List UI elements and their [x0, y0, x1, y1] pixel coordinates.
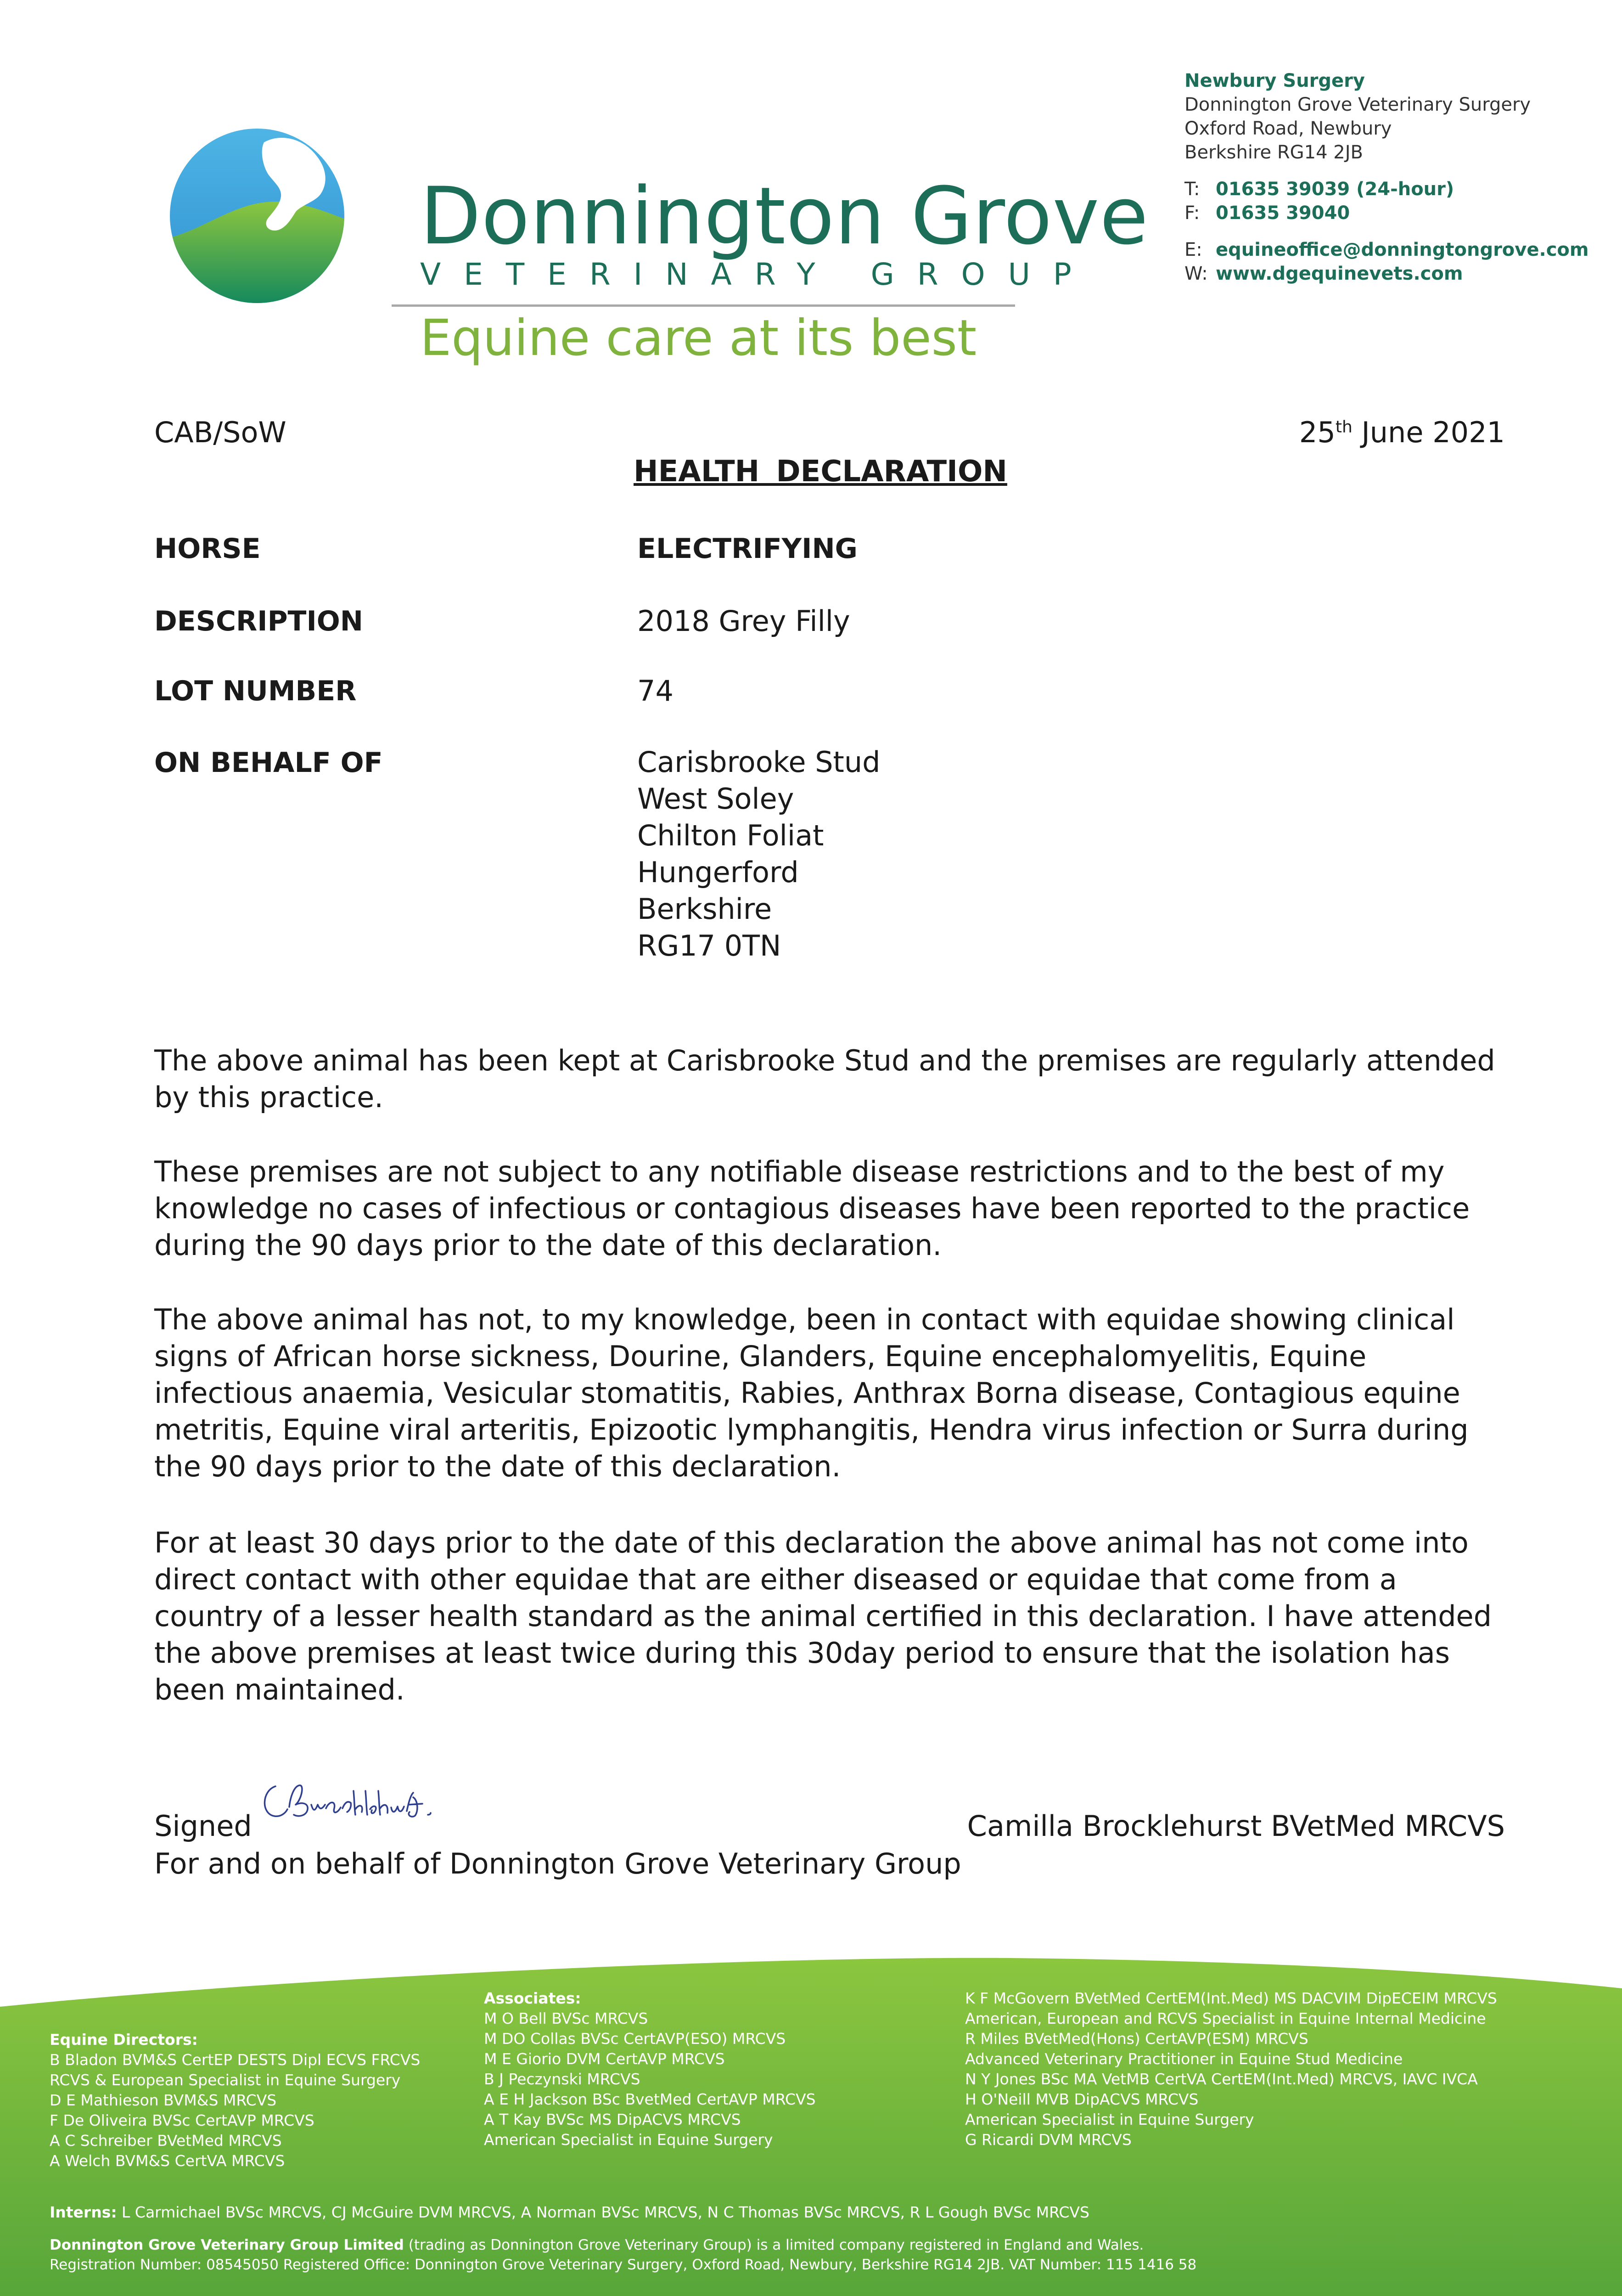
telephone-number: 01635 39039 (24-hour)	[1216, 179, 1454, 200]
footer-associates-continued	[965, 1988, 1497, 2150]
associate-entry: A T Kay BVSc MS DipACVS MRCVS	[484, 2110, 741, 2128]
brand-subtitle: VETERINARY GROUP	[420, 257, 1094, 292]
date-day: 25	[1299, 416, 1336, 449]
address-line: Carisbrooke Stud	[637, 745, 881, 779]
director-entry: B Bladon BVM&S CertEP DESTS Dipl ECVS FRCVS	[50, 2051, 421, 2069]
director-entry: A C Schreiber BVetMed MRCVS	[50, 2132, 282, 2150]
surgery-name: Newbury Surgery	[1184, 70, 1365, 91]
company-line	[50, 2235, 1196, 2255]
associate-entry: R Miles BVetMed(Hons) CertAVP(ESM) MRCVS	[965, 2030, 1308, 2048]
interns-label: Interns:	[50, 2203, 117, 2221]
associate-entry: Advanced Veterinary Practitioner in Equine Stud Medicine	[965, 2050, 1403, 2068]
interns-list: L Carmichael BVSc MRCVS, CJ McGuire DVM MRCVS, A Norman BVSc MRCVS, N C Thomas BVSc MRCVS, R L Gough BVSc MRCVS	[117, 2203, 1089, 2221]
on-behalf-of-label: ON BEHALF OF	[154, 747, 383, 779]
email-label: E:	[1184, 239, 1202, 260]
registration-line: Registration Number: 08545050 Registered Office: Donnington Grove Veterinary Surgery, Oxford Road, Newbury, Berkshire RG14 2JB. VAT Number: 115 1416 58	[50, 2257, 1197, 2273]
handwritten-signature	[257, 1773, 477, 1832]
horse-value: ELECTRIFYING	[637, 533, 858, 565]
address-line: Hungerford	[637, 855, 799, 889]
description-label: DESCRIPTION	[154, 605, 364, 637]
footer-directors	[50, 2030, 420, 2171]
web-label: W:	[1184, 263, 1208, 284]
address-line: Berkshire RG14 2JB	[1184, 142, 1363, 163]
brand-divider	[392, 304, 1015, 307]
fax-number: 01635 39040	[1216, 203, 1350, 224]
declaration-paragraph: These premises are not subject to any notifiable disease restrictions and to the best of my knowledge no cases of infectious or contagious diseases have been reported to the practice during the 90 days prior to the date of this declaration.	[154, 1155, 1470, 1262]
telephone-row	[1184, 177, 1589, 201]
brand-name: Donnington Grove	[420, 170, 1149, 262]
contact-block	[1184, 69, 1589, 286]
associate-entry: N Y Jones BSc MA VetMB CertVA CertEM(Int.Med) MRCVS, IAVC IVCA	[965, 2070, 1478, 2088]
on-behalf-of-address	[637, 744, 881, 964]
associate-entry: G Ricardi DVM MRCVS	[965, 2131, 1132, 2149]
email-link[interactable]: equineoffice@donningtongrove.com	[1216, 239, 1589, 260]
footer-company-info	[50, 2235, 1196, 2275]
address-line: Oxford Road, Newbury	[1184, 118, 1392, 139]
director-entry: F De Oliveira BVSc CertAVP MRCVS	[50, 2111, 314, 2129]
address-line: Berkshire	[637, 892, 772, 926]
brand-tagline: Equine care at its best	[420, 310, 977, 367]
associate-entry: B J Peczynski MRCVS	[484, 2070, 640, 2088]
company-name: Donnington Grove Veterinary Group Limited	[50, 2237, 404, 2253]
web-row	[1184, 262, 1589, 286]
associates-heading: Associates:	[484, 1989, 581, 2007]
date-suffix: th	[1335, 417, 1353, 437]
associate-entry: American Specialist in Equine Surgery	[965, 2110, 1254, 2128]
director-entry: A Welch BVM&S CertVA MRCVS	[50, 2152, 285, 2170]
email-row	[1184, 238, 1589, 262]
associate-entry: K F McGovern BVetMed CertEM(Int.Med) MS DACVIM DipECEIM MRCVS	[965, 1989, 1497, 2007]
company-description: (trading as Donnington Grove Veterinary Group) is a limited company registered in England and Wales.	[404, 2237, 1144, 2253]
logo-mark	[165, 124, 349, 308]
declaration-paragraph: The above animal has been kept at Carisbrooke Stud and the premises are regularly attended by this practice.	[154, 1044, 1495, 1114]
directors-heading: Equine Directors:	[50, 2031, 198, 2048]
address-line: RG17 0TN	[637, 929, 781, 962]
lot-number-value: 74	[637, 674, 673, 708]
fax-label: F:	[1184, 203, 1200, 224]
declaration-paragraph: For at least 30 days prior to the date of this declaration the above animal has not come into direct contact with other equidae that are either diseased or equidae that come from a country of a lesser health standard as the animal certified in this declaration. I have attended the above premises at least twice during this 30day period to ensure that the isolation has been maintained.	[154, 1526, 1492, 1706]
horse-label: HORSE	[154, 533, 261, 565]
telephone-label: T:	[1184, 179, 1200, 200]
reference-code: CAB/SoW	[154, 416, 286, 449]
description-value: 2018 Grey Filly	[637, 604, 850, 638]
associate-entry: A E H Jackson BSc BvetMed CertAVP MRCVS	[484, 2090, 816, 2108]
associate-entry: H O'Neill MVB DipACVS MRCVS	[965, 2090, 1199, 2108]
signer-name: Camilla Brocklehurst BVetMed MRCVS	[967, 1809, 1505, 1843]
signed-label: Signed	[154, 1809, 252, 1843]
document-title: HEALTH DECLARATION	[634, 455, 1007, 489]
director-entry: RCVS & European Specialist in Equine Surgery	[50, 2071, 401, 2089]
footer-interns	[50, 2203, 1089, 2221]
declaration-paragraph: The above animal has not, to my knowledge, been in contact with equidae showing clinical signs of African horse sickness, Dourine, Glanders, Equine encephalomyelitis, Equine infectious anaemia, Vesicular stomatitis, Rabies, Anthrax Borna disease, Contagious equine metritis, Equine viral arteritis, Epizootic lymphangitis, Hendra virus infection or Surra during the 90 days prior to the date of this declaration.	[154, 1303, 1469, 1483]
date-rest: June 2021	[1352, 416, 1505, 449]
associate-entry: M DO Collas BVSc CertAVP(ESO) MRCVS	[484, 2030, 786, 2048]
associate-entry: American Specialist in Equine Surgery	[484, 2131, 773, 2149]
director-entry: D E Mathieson BVM&S MRCVS	[50, 2091, 277, 2109]
associate-entry: M O Bell BVSc MRCVS	[484, 2009, 648, 2027]
lot-number-label: LOT NUMBER	[154, 675, 357, 707]
address-line: Chilton Foliat	[637, 819, 824, 852]
website-link[interactable]: www.dgequinevets.com	[1216, 263, 1463, 284]
associate-entry: American, European and RCVS Specialist in Equine Internal Medicine	[965, 2009, 1486, 2027]
fax-row	[1184, 201, 1589, 225]
address-line: Donnington Grove Veterinary Surgery	[1184, 94, 1531, 115]
document-date	[1299, 416, 1505, 449]
address-line: West Soley	[637, 782, 794, 816]
footer-associates	[484, 1988, 816, 2150]
associate-entry: M E Giorio DVM CertAVP MRCVS	[484, 2050, 725, 2068]
on-behalf-statement: For and on behalf of Donnington Grove Veterinary Group	[154, 1847, 961, 1880]
